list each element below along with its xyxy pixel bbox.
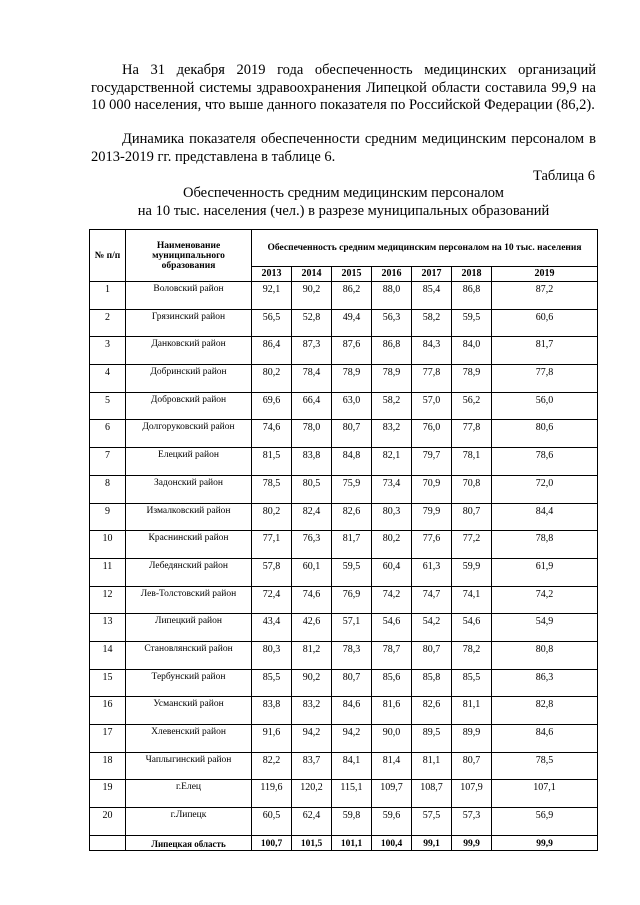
value-cell: 83,7 <box>292 752 332 780</box>
value-cell: 60,4 <box>372 558 412 586</box>
value-cell: 78,8 <box>492 531 598 559</box>
row-number: 18 <box>90 752 126 780</box>
row-number: 5 <box>90 392 126 420</box>
value-cell: 86,8 <box>372 337 412 365</box>
value-cell: 60,5 <box>252 808 292 836</box>
table-row <box>90 282 598 310</box>
value-cell: 78,5 <box>252 475 292 503</box>
value-cell: 80,6 <box>492 420 598 448</box>
header-year: 2016 <box>372 267 412 282</box>
value-cell: 83,8 <box>252 697 292 725</box>
value-cell: 100,4 <box>372 835 412 850</box>
value-cell: 82,1 <box>372 448 412 476</box>
row-number: 20 <box>90 808 126 836</box>
header-year: 2013 <box>252 267 292 282</box>
value-cell: 84,0 <box>452 337 492 365</box>
value-cell: 92,1 <box>252 282 292 310</box>
value-cell: 77,8 <box>492 365 598 393</box>
value-cell: 86,4 <box>252 337 292 365</box>
value-cell: 84,6 <box>332 697 372 725</box>
value-cell: 80,7 <box>332 420 372 448</box>
header-year: 2018 <box>452 267 492 282</box>
value-cell: 56,3 <box>372 309 412 337</box>
row-number: 2 <box>90 309 126 337</box>
value-cell: 78,0 <box>292 420 332 448</box>
value-cell: 59,9 <box>452 558 492 586</box>
table-row <box>90 669 598 697</box>
table-row <box>90 503 598 531</box>
value-cell: 57,8 <box>252 558 292 586</box>
value-cell: 83,2 <box>372 420 412 448</box>
value-cell: 80,7 <box>452 503 492 531</box>
value-cell: 59,8 <box>332 808 372 836</box>
value-cell: 74,2 <box>372 586 412 614</box>
value-cell: 78,6 <box>492 448 598 476</box>
value-cell: 74,6 <box>252 420 292 448</box>
value-cell: 86,2 <box>332 282 372 310</box>
header-year: 2019 <box>492 267 598 282</box>
municipality-name: Добровский район <box>126 392 252 420</box>
value-cell: 80,3 <box>372 503 412 531</box>
table-row <box>90 697 598 725</box>
header-group: Обеспеченность средним медицинским персоналом на 10 тыс. населения <box>252 230 598 267</box>
value-cell: 70,9 <box>412 475 452 503</box>
value-cell: 83,2 <box>292 697 332 725</box>
value-cell: 80,2 <box>372 531 412 559</box>
value-cell: 59,6 <box>372 808 412 836</box>
value-cell: 88,0 <box>372 282 412 310</box>
municipality-name: Становлянский район <box>126 641 252 669</box>
value-cell: 60,1 <box>292 558 332 586</box>
table-row <box>90 558 598 586</box>
row-number: 6 <box>90 420 126 448</box>
row-number: 7 <box>90 448 126 476</box>
value-cell: 72,4 <box>252 586 292 614</box>
value-cell: 81,1 <box>412 752 452 780</box>
municipality-name: Усманский район <box>126 697 252 725</box>
value-cell: 59,5 <box>452 309 492 337</box>
value-cell: 56,2 <box>452 392 492 420</box>
row-number: 1 <box>90 282 126 310</box>
row-number: 8 <box>90 475 126 503</box>
value-cell: 101,1 <box>332 835 372 850</box>
value-cell: 87,2 <box>492 282 598 310</box>
row-number: 12 <box>90 586 126 614</box>
municipality-name: Лебедянский район <box>126 558 252 586</box>
value-cell: 60,6 <box>492 309 598 337</box>
value-cell: 57,5 <box>412 808 452 836</box>
value-cell: 82,8 <box>492 697 598 725</box>
value-cell: 84,1 <box>332 752 372 780</box>
table-label: Таблица 6 <box>532 168 595 184</box>
header-year: 2017 <box>412 267 452 282</box>
municipality-name: Долгоруковский район <box>126 420 252 448</box>
value-cell: 89,9 <box>452 725 492 753</box>
staffing-table <box>89 229 598 851</box>
value-cell: 70,8 <box>452 475 492 503</box>
value-cell: 90,0 <box>372 725 412 753</box>
value-cell: 76,0 <box>412 420 452 448</box>
value-cell: 69,6 <box>252 392 292 420</box>
value-cell: 80,8 <box>492 641 598 669</box>
value-cell: 85,6 <box>372 669 412 697</box>
table-total-row <box>90 835 598 850</box>
value-cell: 79,7 <box>412 448 452 476</box>
municipality-name: г.Липецк <box>126 808 252 836</box>
table-row <box>90 725 598 753</box>
table-row <box>90 752 598 780</box>
value-cell: 58,2 <box>412 309 452 337</box>
value-cell: 81,7 <box>492 337 598 365</box>
value-cell: 86,8 <box>452 282 492 310</box>
table-row <box>90 309 598 337</box>
table-row <box>90 808 598 836</box>
value-cell: 74,7 <box>412 586 452 614</box>
value-cell: 75,9 <box>332 475 372 503</box>
value-cell: 77,6 <box>412 531 452 559</box>
value-cell: 77,8 <box>452 420 492 448</box>
table-row <box>90 780 598 808</box>
value-cell: 119,6 <box>252 780 292 808</box>
municipality-name: Елецкий район <box>126 448 252 476</box>
value-cell: 101,5 <box>292 835 332 850</box>
table-row <box>90 448 598 476</box>
row-number: 9 <box>90 503 126 531</box>
table-row <box>90 337 598 365</box>
municipality-name: Задонский район <box>126 475 252 503</box>
value-cell: 73,4 <box>372 475 412 503</box>
value-cell: 76,9 <box>332 586 372 614</box>
value-cell: 84,4 <box>492 503 598 531</box>
value-cell: 81,7 <box>332 531 372 559</box>
value-cell: 85,5 <box>452 669 492 697</box>
value-cell: 99,9 <box>452 835 492 850</box>
municipality-name: Измалковский район <box>126 503 252 531</box>
value-cell: 81,6 <box>372 697 412 725</box>
municipality-name: Добринский район <box>126 365 252 393</box>
municipality-name: Липецкий район <box>126 614 252 642</box>
value-cell: 81,4 <box>372 752 412 780</box>
value-cell: 84,3 <box>412 337 452 365</box>
value-cell: 85,8 <box>412 669 452 697</box>
value-cell: 58,2 <box>372 392 412 420</box>
header-num: № п/п <box>90 230 126 282</box>
value-cell: 99,1 <box>412 835 452 850</box>
table-row <box>90 365 598 393</box>
row-number: 4 <box>90 365 126 393</box>
municipality-name: Хлевенский район <box>126 725 252 753</box>
value-cell: 78,2 <box>452 641 492 669</box>
value-cell: 77,8 <box>412 365 452 393</box>
value-cell: 52,8 <box>292 309 332 337</box>
value-cell: 63,0 <box>332 392 372 420</box>
value-cell: 74,2 <box>492 586 598 614</box>
value-cell: 57,1 <box>332 614 372 642</box>
value-cell: 89,5 <box>412 725 452 753</box>
value-cell: 85,4 <box>412 282 452 310</box>
row-number <box>90 835 126 850</box>
value-cell: 57,3 <box>452 808 492 836</box>
value-cell: 54,6 <box>372 614 412 642</box>
municipality-name: Грязинский район <box>126 309 252 337</box>
value-cell: 81,1 <box>452 697 492 725</box>
value-cell: 80,2 <box>252 503 292 531</box>
intro-paragraph-2: Динамика показателя обеспеченности средним медицинским персоналом в 2013-2019 гг. представлена в таблице 6. <box>91 131 596 165</box>
value-cell: 42,6 <box>292 614 332 642</box>
value-cell: 78,9 <box>452 365 492 393</box>
municipality-name: Данковский район <box>126 337 252 365</box>
value-cell: 78,1 <box>452 448 492 476</box>
municipality-name: г.Елец <box>126 780 252 808</box>
table-row <box>90 614 598 642</box>
value-cell: 115,1 <box>332 780 372 808</box>
value-cell: 54,9 <box>492 614 598 642</box>
table-row <box>90 475 598 503</box>
row-number: 10 <box>90 531 126 559</box>
table-caption <box>91 184 596 220</box>
value-cell: 80,7 <box>452 752 492 780</box>
value-cell: 74,1 <box>452 586 492 614</box>
municipality-name: Краснинский район <box>126 531 252 559</box>
value-cell: 49,4 <box>332 309 372 337</box>
table-row <box>90 531 598 559</box>
value-cell: 56,0 <box>492 392 598 420</box>
value-cell: 76,3 <box>292 531 332 559</box>
value-cell: 99,9 <box>492 835 598 850</box>
row-number: 3 <box>90 337 126 365</box>
value-cell: 77,1 <box>252 531 292 559</box>
row-number: 14 <box>90 641 126 669</box>
value-cell: 82,6 <box>332 503 372 531</box>
municipality-name: Воловский район <box>126 282 252 310</box>
value-cell: 56,5 <box>252 309 292 337</box>
value-cell: 82,4 <box>292 503 332 531</box>
row-number: 19 <box>90 780 126 808</box>
value-cell: 78,9 <box>372 365 412 393</box>
value-cell: 107,9 <box>452 780 492 808</box>
table-row <box>90 420 598 448</box>
municipality-name: Тербунский район <box>126 669 252 697</box>
value-cell: 94,2 <box>292 725 332 753</box>
value-cell: 84,8 <box>332 448 372 476</box>
value-cell: 80,7 <box>412 641 452 669</box>
value-cell: 85,5 <box>252 669 292 697</box>
table-caption-line-1: Обеспеченность средним медицинским персоналом <box>183 185 504 201</box>
value-cell: 78,7 <box>372 641 412 669</box>
value-cell: 81,5 <box>252 448 292 476</box>
value-cell: 80,7 <box>332 669 372 697</box>
row-number: 11 <box>90 558 126 586</box>
value-cell: 74,6 <box>292 586 332 614</box>
value-cell: 90,2 <box>292 669 332 697</box>
value-cell: 78,9 <box>332 365 372 393</box>
value-cell: 83,8 <box>292 448 332 476</box>
value-cell: 94,2 <box>332 725 372 753</box>
row-number: 16 <box>90 697 126 725</box>
intro-paragraph-1: На 31 декабря 2019 года обеспеченность медицинских организаций государственной системы здравоохранения Липецкой области составила 99,9 на 10 000 населения, что выше данного показателя по Российской Федерации (86,2). <box>91 62 596 113</box>
value-cell: 77,2 <box>452 531 492 559</box>
row-number: 13 <box>90 614 126 642</box>
value-cell: 54,6 <box>452 614 492 642</box>
table-caption-line-2: на 10 тыс. населения (чел.) в разрезе муниципальных образований <box>137 203 550 219</box>
value-cell: 78,3 <box>332 641 372 669</box>
municipality-name: Лев-Толстовский район <box>126 586 252 614</box>
value-cell: 78,5 <box>492 752 598 780</box>
value-cell: 90,2 <box>292 282 332 310</box>
row-number: 17 <box>90 725 126 753</box>
value-cell: 66,4 <box>292 392 332 420</box>
value-cell: 87,6 <box>332 337 372 365</box>
value-cell: 43,4 <box>252 614 292 642</box>
value-cell: 80,3 <box>252 641 292 669</box>
value-cell: 107,1 <box>492 780 598 808</box>
value-cell: 81,2 <box>292 641 332 669</box>
header-name: Наименование муниципального образования <box>126 230 252 282</box>
value-cell: 79,9 <box>412 503 452 531</box>
table-row <box>90 586 598 614</box>
value-cell: 120,2 <box>292 780 332 808</box>
header-year: 2014 <box>292 267 332 282</box>
value-cell: 84,6 <box>492 725 598 753</box>
value-cell: 72,0 <box>492 475 598 503</box>
value-cell: 82,2 <box>252 752 292 780</box>
value-cell: 109,7 <box>372 780 412 808</box>
table-row <box>90 641 598 669</box>
value-cell: 80,5 <box>292 475 332 503</box>
value-cell: 86,3 <box>492 669 598 697</box>
value-cell: 61,9 <box>492 558 598 586</box>
table-row <box>90 392 598 420</box>
value-cell: 78,4 <box>292 365 332 393</box>
value-cell: 56,9 <box>492 808 598 836</box>
value-cell: 82,6 <box>412 697 452 725</box>
value-cell: 62,4 <box>292 808 332 836</box>
value-cell: 91,6 <box>252 725 292 753</box>
value-cell: 57,0 <box>412 392 452 420</box>
value-cell: 100,7 <box>252 835 292 850</box>
value-cell: 54,2 <box>412 614 452 642</box>
row-number: 15 <box>90 669 126 697</box>
value-cell: 61,3 <box>412 558 452 586</box>
header-year: 2015 <box>332 267 372 282</box>
municipality-name: Липецкая область <box>126 835 252 850</box>
municipality-name: Чаплыгинский район <box>126 752 252 780</box>
value-cell: 87,3 <box>292 337 332 365</box>
value-cell: 59,5 <box>332 558 372 586</box>
value-cell: 108,7 <box>412 780 452 808</box>
value-cell: 80,2 <box>252 365 292 393</box>
